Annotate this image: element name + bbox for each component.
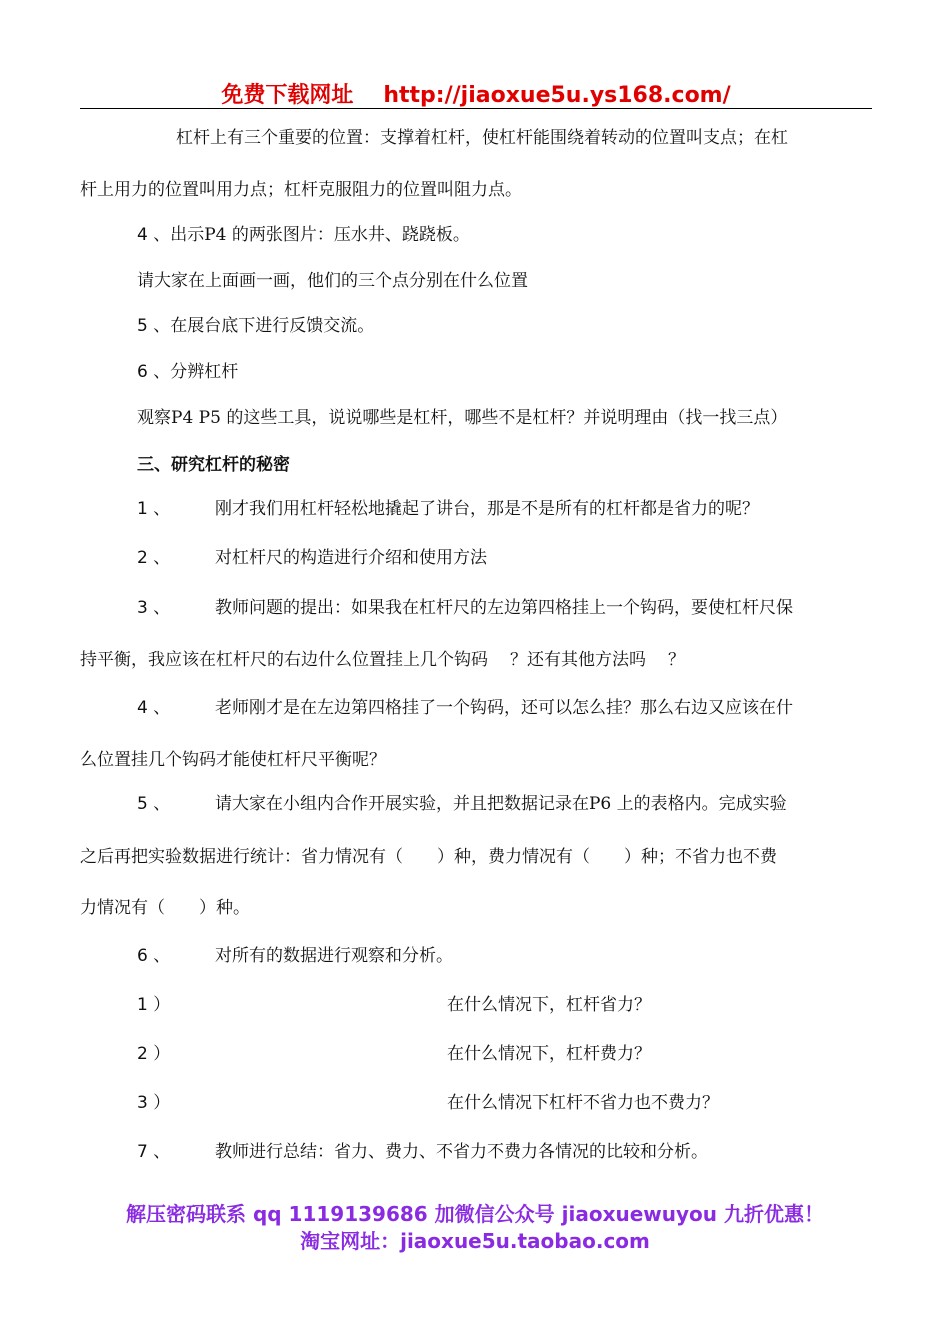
step-number: 1 [137, 499, 148, 519]
step-1 [137, 497, 170, 521]
step-3 [137, 596, 170, 620]
step-4 [137, 696, 170, 720]
step-sep: 、 [153, 1142, 171, 1162]
question-number: 1 [137, 995, 148, 1015]
step-sep: 、 [153, 794, 171, 814]
step-5-line3: 力情况有（ ）种。 [80, 898, 250, 918]
item-number: 6 [137, 362, 148, 382]
step-2 [137, 546, 170, 570]
question-number: 3 [137, 1093, 148, 1113]
step-1-text: 刚才我们用杠杆轻松地撬起了讲台，那是不是所有的杠杆都是省力的呢？ [215, 499, 759, 519]
step-4-text: 老师刚才是在左边第四格挂了一个钩码，还可以怎么挂？那么右边又应该在什 [215, 698, 793, 718]
download-url-link[interactable]: http://jiaoxue5u.ys168.com/ [383, 83, 731, 108]
step-4-line2: 么位置挂几个钩码才能使杠杆尺平衡呢？ [80, 750, 386, 770]
step-number: 2 [137, 548, 148, 568]
step-3-line2 [80, 648, 685, 672]
footer-shop-link[interactable]: 淘宝网址：jiaoxue5u.taobao.com [300, 1229, 650, 1253]
list-item-4-sub: 请大家在上面画一画，他们的三个点分别在什么位置 [137, 271, 528, 291]
item-text: 、在展台底下进行反馈交流。 [153, 316, 375, 336]
question-number: 2 [137, 1044, 148, 1064]
question-2 [137, 1042, 170, 1066]
question-1-text: 在什么情况下，杠杆省力？ [447, 995, 651, 1015]
question-paren: ） [153, 995, 171, 1015]
step-sep: 、 [153, 548, 171, 568]
step-sep: 、 [153, 598, 171, 618]
step-number: 3 [137, 598, 148, 618]
page-header [80, 78, 872, 108]
step-2-text: 对杠杆尺的构造进行介绍和使用方法 [215, 548, 487, 568]
question-paren: ） [153, 1044, 171, 1064]
step-3-line2-part-b: ？还有其他方法吗 [510, 650, 646, 670]
item-text: 、出示P4 的两张图片：压水井、跷跷板。 [153, 225, 470, 245]
list-item-6 [137, 360, 238, 384]
question-1 [137, 993, 170, 1017]
item-number: 5 [137, 316, 148, 336]
step-sep: 、 [153, 946, 171, 966]
step-5 [137, 792, 170, 816]
download-label: 免费下载网址 [221, 83, 354, 108]
step-sep: 、 [153, 499, 171, 519]
list-item-4 [137, 223, 470, 247]
step-7-text: 教师进行总结：省力、费力、不省力不费力各情况的比较和分析。 [215, 1142, 708, 1162]
step-5-text: 请大家在小组内合作开展实验，并且把数据记录在P6 上的表格内。完成实验 [215, 794, 787, 814]
item-text: 、分辨杠杆 [153, 362, 239, 382]
step-number: 6 [137, 946, 148, 966]
step-number: 5 [137, 794, 148, 814]
step-6-text: 对所有的数据进行观察和分析。 [215, 946, 453, 966]
question-paren: ） [153, 1093, 171, 1113]
step-6 [137, 944, 170, 968]
item-number: 4 [137, 225, 148, 245]
list-item-5 [137, 314, 374, 338]
step-3-text: 教师问题的提出：如果我在杠杆尺的左边第四格挂上一个钩码，要使杠杆尺保 [215, 598, 793, 618]
question-2-text: 在什么情况下，杠杆费力？ [447, 1044, 651, 1064]
step-5-line2: 之后再把实验数据进行统计：省力情况有（ ）种，费力情况有（ ）种；不省力也不费 [80, 847, 777, 867]
step-3-line2-part-a: 持平衡，我应该在杠杆尺的右边什么位置挂上几个钩码 [80, 650, 488, 670]
step-sep: 、 [153, 698, 171, 718]
step-number: 4 [137, 698, 148, 718]
question-3-text: 在什么情况下杠杆不省力也不费力？ [447, 1093, 719, 1113]
paragraph-fulcrum-line2: 杆上用力的位置叫用力点；杠杆克服阻力的位置叫阻力点。 [80, 180, 522, 200]
step-3-line2-part-c: ？ [668, 650, 685, 670]
step-number: 7 [137, 1142, 148, 1162]
footer-contact: 解压密码联系 qq 1119139686 加微信公众号 jiaoxuewuyou 九折优惠！ [126, 1202, 824, 1226]
question-3 [137, 1091, 170, 1115]
section-heading: 三、研究杠杆的秘密 [137, 455, 290, 475]
header-rule [80, 108, 872, 109]
paragraph-fulcrum-line1: 杠杆上有三个重要的位置：支撑着杠杆，使杠杆能围绕着转动的位置叫支点；在杠 [176, 128, 788, 148]
list-item-6-sub: 观察P4 P5 的这些工具，说说哪些是杠杆，哪些不是杠杆？并说明理由（找一找三点） [137, 408, 788, 428]
step-7 [137, 1140, 170, 1164]
